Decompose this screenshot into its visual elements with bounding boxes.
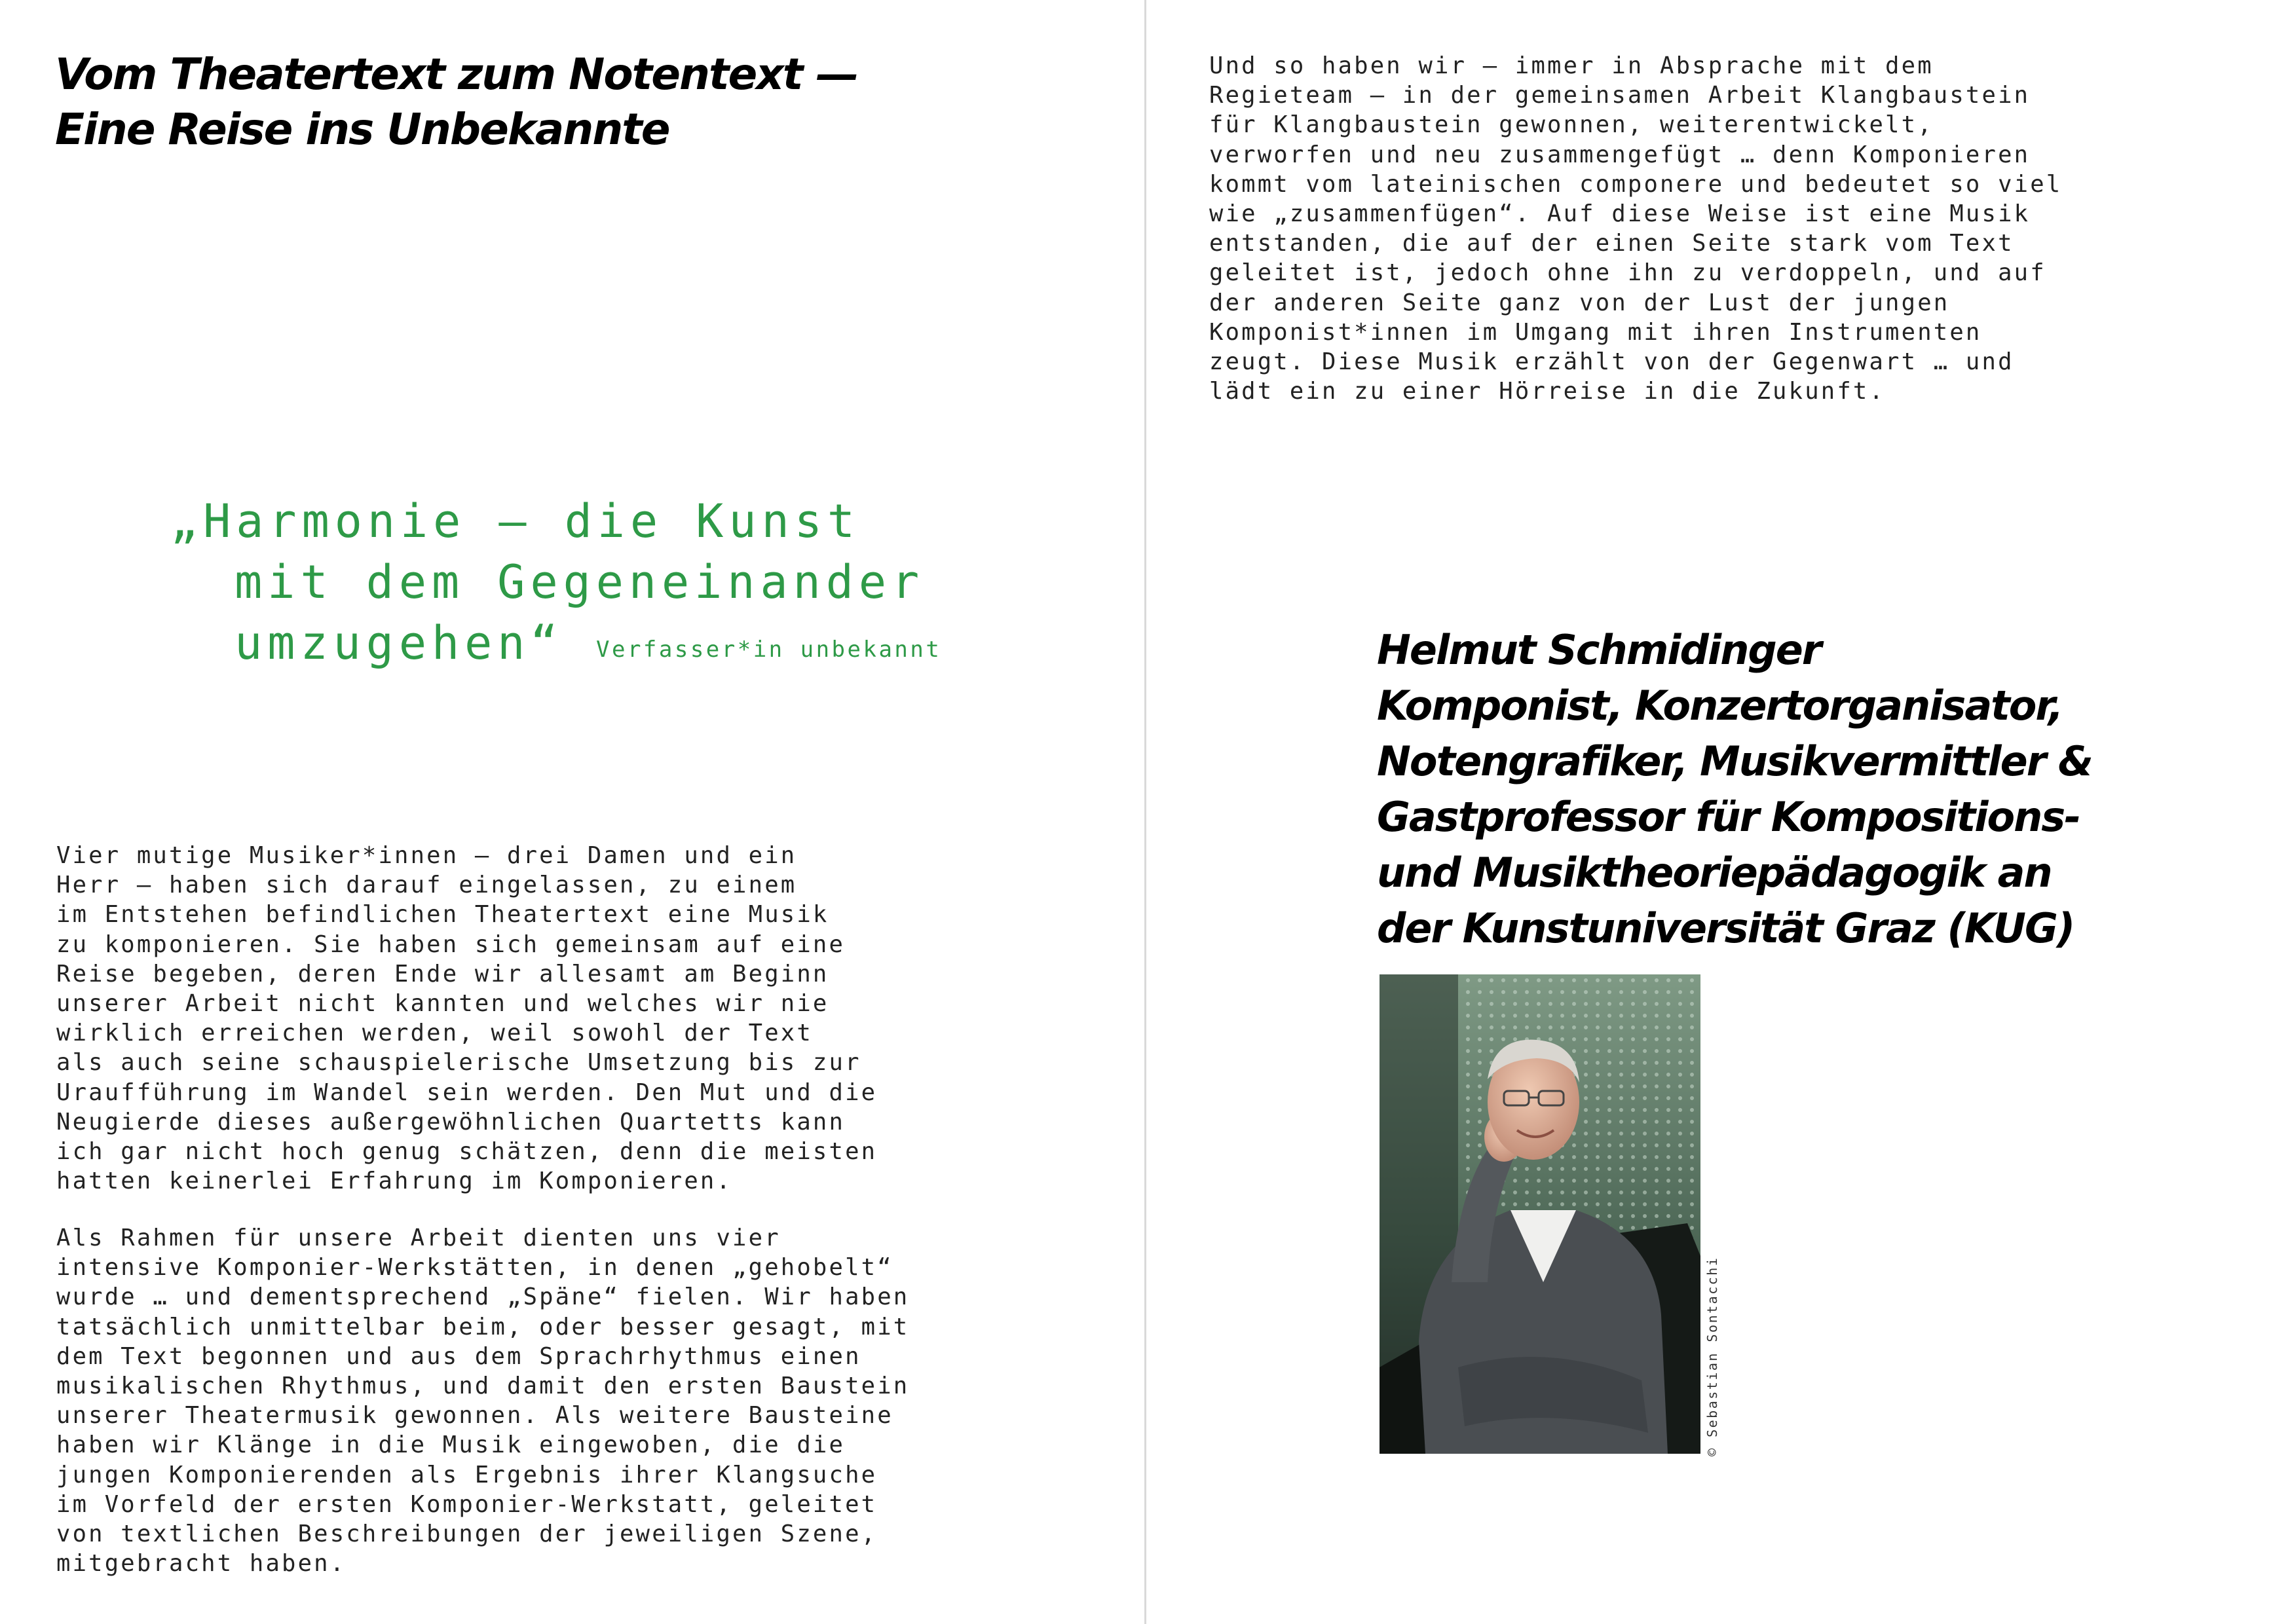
article-title [55, 47, 972, 157]
quote-attribution: Verfasser*in unbekannt [596, 637, 942, 663]
author-name: Helmut Schmidinger [1377, 626, 1821, 674]
right-page [1145, 0, 2290, 1624]
author-role-line: und Musiktheoriepädagogik an [1377, 849, 2052, 896]
author-role-line: Komponist, Konzertorganisator, [1377, 682, 2063, 729]
author-roles [1377, 678, 2228, 956]
body-paragraph-2: Als Rahmen für unsere Arbeit dienten uns vier intensive Komponier-Werkstätten, in denen „gehobelt“ wurde … und dementsprechend „Späne“ fielen. Wir haben tatsächlich unmittelbar beim, oder besser gesagt, mit dem Text begonnen und aus dem Sprachrhythmus einen musikalischen Rhythmus, und damit den ersten Baustein unserer Theatermusik gewonnen. Als weitere Bausteine haben wir Klänge in die Musik eingewoben, die die jungen Komponierenden als Ergebnis ihrer Klangsuche im Vorfeld der ersten Komponier-Werkstatt, geleitet von textlichen Beschreibungen der jeweiligen Szene, mitgebracht haben. [56, 1225, 910, 1578]
author-role-line: Notengrafiker, Musikvermittler & [1377, 737, 2092, 785]
photo-credit: © Sebastian Sontacchi [1704, 1256, 1720, 1456]
article-title-line-2: Eine Reise ins Unbekannte [55, 104, 669, 155]
author-portrait [1380, 974, 1700, 1454]
author-role-line: Gastprofessor für Kompositions- [1377, 793, 2080, 841]
body-paragraph-1: Vier mutige Musiker*innen — drei Damen und ein Herr — haben sich darauf eingelassen, zu einem im Entstehen befindlichen Theatertext eine Musik zu komponieren. Sie haben sich gemeinsam auf eine Reise begeben, deren Ende wir allesamt am Beginn unserer Arbeit nicht kannten und welches wir nie wirklich erreichen werden, weil sowohl der Text als auch seine schauspielerische Umsetzung bis zur Uraufführung im Wandel sein werden. Den Mut und die Neugierde dieses außergewöhnlichen Quartetts kann ich gar nicht hoch genug schätzen, denn die meisten hatten keinerlei Erfahrung im Komponieren. [56, 842, 878, 1195]
author-role-line: der Kunstuniversität Graz (KUG) [1377, 904, 2074, 952]
pull-quote: „Harmonie — die Kunst mit dem Gegeneinander umzugehen“ [170, 494, 925, 670]
body-paragraph-3: Und so haben wir — immer in Absprache mit dem Regieteam — in der gemeinsamen Arbeit Klangbaustein für Klangbaustein gewonnen, weiterentwickelt, verworfen und neu zusammengefügt … denn Komponieren kommt vom lateinischen componere und bedeutet so viel wie „zusammenfügen“. Auf diese Weise ist eine Musik entstanden, die auf der einen Seite stark vom Text geleitet ist, jedoch ohne ihn zu verdoppeln, und auf der anderen Seite ganz von der Lust der jungen Komponist*innen im Umgang mit ihren Instrumenten zeugt. Diese Musik erzählt von der Gegenwart … und lädt ein zu einer Hörreise in die Zukunft. [1209, 52, 2063, 405]
article-title-line-1: Vom Theatertext zum Notentext — [55, 49, 858, 100]
